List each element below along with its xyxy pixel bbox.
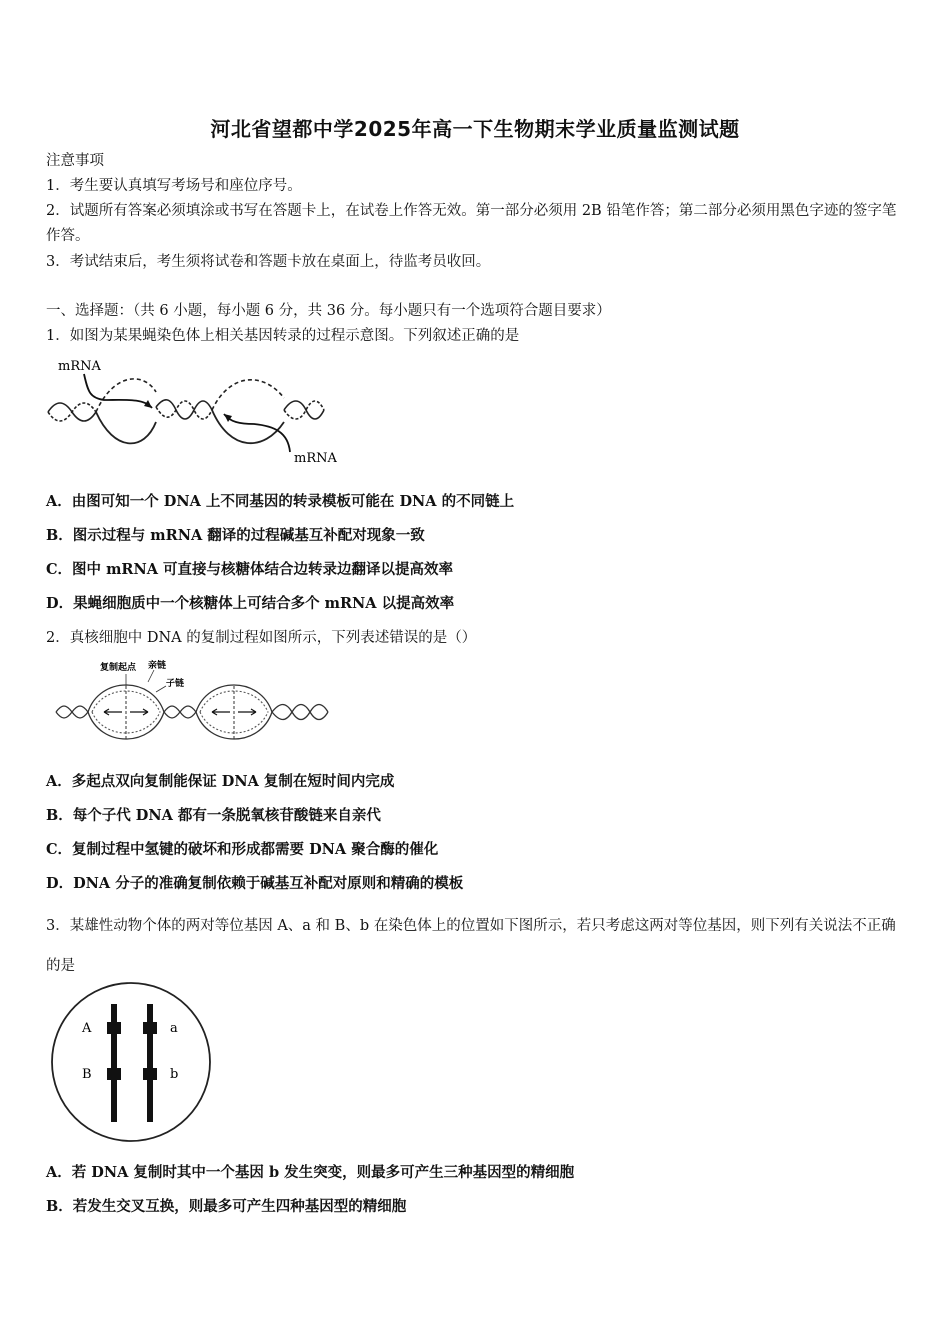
page-title: 河北省望都中学2025年高一下生物期末学业质量监测试题	[210, 117, 740, 141]
chromosome-figure	[48, 980, 214, 1144]
gene-label: A	[82, 1021, 92, 1036]
figure-label: mRNA	[58, 359, 101, 374]
transcription-figure	[44, 352, 354, 470]
figure-label: 子链	[166, 679, 185, 689]
option-b[interactable]: B．图示过程与 mRNA 翻译的过程碱基互补配对现象一致	[46, 527, 425, 544]
option-a[interactable]: A．由图可知一个 DNA 上不同基因的转录模板可能在 DNA 的不同链上	[46, 493, 515, 510]
gene-label: a	[170, 1021, 178, 1036]
question-stem: 3．某雄性动物个体的两对等位基因 A、a 和 B、b 在染色体上的位置如下图所示，若只考虑这两对等位基因，则下列有关说法不正确的是	[46, 918, 896, 974]
figure-label: mRNA	[294, 451, 337, 466]
question-stem: 1．如图为某果蝇染色体上相关基因转录的过程示意图。下列叙述正确的是	[46, 328, 520, 344]
option-a[interactable]: A．多起点双向复制能保证 DNA 复制在短时间内完成	[46, 773, 395, 790]
notice-item: 2．试题所有答案必须填涂或书写在答题卡上，在试卷上作答无效。第一部分必须用 2B 铅笔作答；第二部分必须用黑色字迹的签字笔作答。	[46, 203, 897, 244]
option-c[interactable]: C．复制过程中氢键的破坏和形成都需要 DNA 聚合酶的催化	[46, 841, 439, 858]
option-b[interactable]: B．每个子代 DNA 都有一条脱氧核苷酸链来自亲代	[46, 807, 381, 824]
notice-heading: 注意事项	[46, 153, 104, 169]
option-b[interactable]: B．若发生交叉互换，则最多可产生四种基因型的精细胞	[46, 1198, 407, 1215]
notice-item: 3．考试结束后，考生须将试卷和答题卡放在桌面上，待监考员收回。	[46, 254, 491, 270]
option-a[interactable]: A．若 DNA 复制时其中一个基因 b 发生突变，则最多可产生三种基因型的精细胞	[46, 1164, 575, 1181]
figure-label: 复制起点	[100, 663, 137, 673]
option-d[interactable]: D．果蝇细胞质中一个核糖体上可结合多个 mRNA 以提高效率	[46, 595, 455, 612]
notice-item: 1．考生要认真填写考场号和座位序号。	[46, 178, 302, 194]
question-stem: 2．真核细胞中 DNA 的复制过程如图所示，下列表述错误的是（）	[46, 630, 477, 646]
gene-label: b	[170, 1067, 179, 1082]
replication-figure	[52, 656, 332, 756]
section-heading: 一、选择题：（共 6 小题，每小题 6 分，共 36 分。每小题只有一个选项符合题目要求）	[46, 303, 611, 319]
option-d[interactable]: D．DNA 分子的准确复制依赖于碱基互补配对原则和精确的模板	[46, 875, 464, 892]
option-c[interactable]: C．图中 mRNA 可直接与核糖体结合边转录边翻译以提高效率	[46, 561, 454, 578]
figure-label: 亲链	[148, 661, 167, 671]
gene-label: B	[82, 1067, 92, 1082]
